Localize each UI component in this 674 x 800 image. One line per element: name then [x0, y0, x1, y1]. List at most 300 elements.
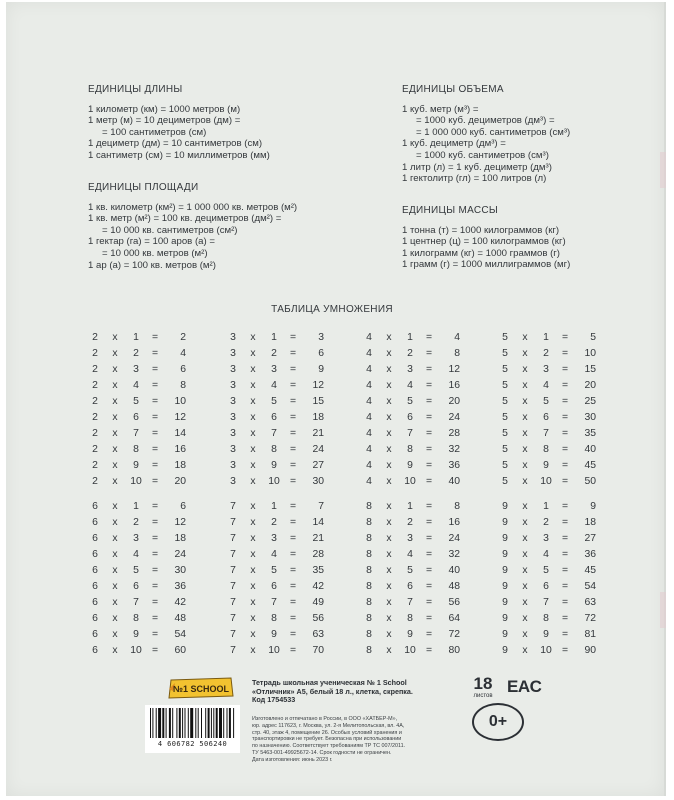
times-sign: x	[112, 501, 118, 512]
equals-sign: =	[151, 597, 159, 608]
times-sign: x	[112, 444, 118, 455]
product-value: 8	[180, 380, 186, 391]
times-sign: x	[522, 444, 528, 455]
multiplicand: 5	[502, 380, 508, 391]
unit-line: = 1000 куб. дециметров (дм³) =	[416, 115, 555, 127]
equals-sign: =	[561, 501, 569, 512]
unit-line: 1 кв. метр (м²) = 100 кв. дециметров (дм²) =	[88, 213, 282, 225]
product-value: 72	[584, 613, 596, 624]
multiplicand: 6	[92, 517, 98, 528]
equals-sign: =	[561, 517, 569, 528]
equals-sign: =	[425, 517, 433, 528]
multiplicand: 7	[230, 549, 236, 560]
times-sign: x	[386, 549, 392, 560]
equals-sign: =	[289, 332, 297, 343]
unit-line: = 10 000 кв. метров (м²)	[102, 247, 208, 259]
multiplier: 10	[268, 476, 280, 487]
multiplicand: 2	[92, 364, 98, 375]
product-value: 42	[312, 581, 324, 592]
equals-sign: =	[425, 428, 433, 439]
times-sign: x	[522, 364, 528, 375]
times-sign: x	[112, 533, 118, 544]
equals-sign: =	[425, 501, 433, 512]
times-sign: x	[386, 364, 392, 375]
brand-logo-text: №1 SCHOOL	[172, 684, 230, 694]
multiplier: 6	[543, 581, 549, 592]
multiplier: 8	[543, 444, 549, 455]
equals-sign: =	[151, 364, 159, 375]
multiplier: 5	[407, 396, 413, 407]
barcode-bar	[150, 708, 151, 738]
equals-sign: =	[151, 428, 159, 439]
product-value: 35	[584, 428, 596, 439]
product-value: 24	[174, 549, 186, 560]
product-value: 16	[174, 444, 186, 455]
times-sign: x	[522, 613, 528, 624]
multiplicand: 5	[502, 396, 508, 407]
equals-sign: =	[289, 348, 297, 359]
equals-sign: =	[289, 581, 297, 592]
multiplicand: 6	[92, 597, 98, 608]
product-value: 42	[174, 597, 186, 608]
sheets-count: 18	[473, 674, 493, 693]
product-value: 30	[312, 476, 324, 487]
barcode-bar	[158, 708, 161, 738]
times-sign: x	[112, 476, 118, 487]
product-value: 6	[180, 364, 186, 375]
multiplier: 1	[543, 332, 549, 343]
multiplicand: 5	[502, 428, 508, 439]
product-description-line: по назначению. Соответствует требованиям ТР ТС 007/2011.	[252, 743, 406, 750]
multiplicand: 3	[230, 476, 236, 487]
times-sign: x	[112, 597, 118, 608]
multiplicand: 8	[366, 613, 372, 624]
multiplier: 6	[133, 581, 139, 592]
multiplier: 7	[133, 428, 139, 439]
equals-sign: =	[561, 364, 569, 375]
equals-sign: =	[561, 380, 569, 391]
multiplier: 2	[133, 348, 139, 359]
unit-line: = 1 000 000 куб. сантиметров (см³)	[416, 126, 571, 138]
multiplicand: 2	[92, 396, 98, 407]
multiplicand: 7	[230, 565, 236, 576]
barcode-bar	[166, 708, 167, 738]
product-value: 4	[180, 348, 186, 359]
product-value: 40	[448, 565, 460, 576]
barcode	[145, 705, 240, 753]
product-value: 80	[448, 645, 460, 656]
multiplier: 10	[540, 476, 552, 487]
product-value: 81	[584, 629, 596, 640]
product-value: 36	[584, 549, 596, 560]
barcode-bar	[223, 708, 224, 738]
multiplier: 5	[271, 565, 277, 576]
unit-line: 1 дециметр (дм) = 10 сантиметров (см)	[88, 138, 263, 150]
product-value: 21	[312, 533, 324, 544]
times-sign: x	[112, 348, 118, 359]
staple-mark	[660, 152, 666, 188]
multiplier: 6	[407, 412, 413, 423]
product-value: 32	[448, 444, 460, 455]
product-value: 30	[174, 565, 186, 576]
equals-sign: =	[289, 460, 297, 471]
product-value: 21	[312, 428, 324, 439]
barcode-bar	[213, 708, 214, 738]
multiplicand: 5	[502, 412, 508, 423]
product-value: 24	[312, 444, 324, 455]
times-sign: x	[522, 549, 528, 560]
multiplier: 7	[271, 597, 277, 608]
times-sign: x	[386, 348, 392, 359]
multiplier: 4	[271, 380, 277, 391]
times-sign: x	[250, 348, 256, 359]
equals-sign: =	[561, 613, 569, 624]
times-sign: x	[386, 444, 392, 455]
times-sign: x	[522, 332, 528, 343]
multiplicand: 2	[92, 412, 98, 423]
product-value: 16	[448, 517, 460, 528]
equals-sign: =	[151, 476, 159, 487]
multiplier: 3	[407, 364, 413, 375]
multiplicand: 3	[230, 460, 236, 471]
equals-sign: =	[425, 364, 433, 375]
barcode-bar	[152, 708, 153, 738]
unit-line: 1 центнер (ц) = 100 килограммов (кг)	[402, 236, 566, 248]
equals-sign: =	[151, 517, 159, 528]
barcode-bar	[198, 708, 199, 738]
times-sign: x	[522, 348, 528, 359]
barcode-bar	[211, 708, 212, 738]
unit-line: 1 километр (км) = 1000 метров (м)	[88, 103, 241, 115]
product-description-line: ТУ 5463-001-49925672-14. Срок годности не ограничен.	[252, 749, 392, 756]
multiplicand: 3	[230, 396, 236, 407]
multiplier: 7	[407, 597, 413, 608]
equals-sign: =	[289, 645, 297, 656]
product-title	[252, 679, 472, 705]
multiplier: 4	[543, 380, 549, 391]
multiplier: 6	[543, 412, 549, 423]
times-sign: x	[522, 533, 528, 544]
multiplier: 5	[407, 565, 413, 576]
equals-sign: =	[425, 332, 433, 343]
equals-sign: =	[561, 565, 569, 576]
multiplicand: 6	[92, 533, 98, 544]
multiplier: 5	[133, 396, 139, 407]
product-value: 36	[174, 581, 186, 592]
times-sign: x	[386, 533, 392, 544]
multiplicand: 2	[92, 444, 98, 455]
equals-sign: =	[151, 565, 159, 576]
barcode-bar	[190, 708, 193, 738]
equals-sign: =	[289, 613, 297, 624]
section-title: ЕДИНИЦЫ ОБЪЕМА	[402, 84, 504, 95]
multiplicand: 8	[366, 533, 372, 544]
multiplicand: 9	[502, 613, 508, 624]
multiplicand: 7	[230, 645, 236, 656]
multiplier: 7	[543, 428, 549, 439]
unit-line: 1 килограмм (кг) = 1000 граммов (г)	[402, 247, 561, 259]
unit-line: 1 литр (л) = 1 куб. дециметр (дм³)	[402, 161, 552, 173]
times-sign: x	[250, 517, 256, 528]
product-value: 18	[584, 517, 596, 528]
multiplicand: 9	[502, 517, 508, 528]
times-sign: x	[250, 444, 256, 455]
equals-sign: =	[151, 396, 159, 407]
equals-sign: =	[151, 645, 159, 656]
times-sign: x	[522, 476, 528, 487]
unit-line: 1 куб. метр (м³) =	[402, 103, 479, 115]
times-sign: x	[112, 629, 118, 640]
multiplicand: 7	[230, 517, 236, 528]
barcode-bar	[185, 708, 186, 738]
multiplier: 1	[407, 332, 413, 343]
multiplier: 1	[133, 332, 139, 343]
product-value: 28	[312, 549, 324, 560]
section-title: ЕДИНИЦЫ МАССЫ	[402, 205, 499, 216]
multiplicand: 2	[92, 428, 98, 439]
barcode-bar	[195, 708, 196, 738]
multiplicand: 3	[230, 428, 236, 439]
equals-sign: =	[425, 565, 433, 576]
times-sign: x	[386, 565, 392, 576]
product-description-line: стр. 40, этаж 4, помещение 26. Особых условий хранения и	[252, 729, 402, 736]
equals-sign: =	[425, 444, 433, 455]
barcode-bar	[188, 708, 189, 738]
multiplier: 8	[133, 444, 139, 455]
length-units-section	[88, 84, 270, 162]
product-value: 60	[174, 645, 186, 656]
multiplier: 7	[543, 597, 549, 608]
multiplicand: 6	[92, 581, 98, 592]
unit-line: 1 сантиметр (см) = 10 миллиметров (мм)	[88, 149, 270, 161]
times-sign: x	[522, 428, 528, 439]
product-value: 8	[454, 501, 460, 512]
multiplier: 2	[407, 348, 413, 359]
product-value: 45	[584, 460, 596, 471]
product-value: 50	[584, 476, 596, 487]
product-value: 40	[584, 444, 596, 455]
equals-sign: =	[289, 444, 297, 455]
times-sign: x	[112, 428, 118, 439]
product-value: 28	[448, 428, 460, 439]
equals-sign: =	[289, 428, 297, 439]
multiplicand: 4	[366, 332, 372, 343]
times-sign: x	[522, 501, 528, 512]
equals-sign: =	[425, 533, 433, 544]
multiplier: 10	[130, 645, 142, 656]
times-sign: x	[250, 581, 256, 592]
multiplier: 5	[543, 396, 549, 407]
equals-sign: =	[425, 613, 433, 624]
times-sign: x	[112, 412, 118, 423]
equals-sign: =	[425, 597, 433, 608]
product-description-line: юр. адрес 117623, г. Москва, ул. 2-я Мелитопольская, вл. 4А,	[252, 722, 405, 729]
multiplicand: 4	[366, 444, 372, 455]
product-value: 72	[448, 629, 460, 640]
unit-line: 1 кв. километр (км²) = 1 000 000 кв. метров (м²)	[88, 201, 298, 213]
multiplicand: 8	[366, 565, 372, 576]
product-value: 48	[448, 581, 460, 592]
equals-sign: =	[151, 332, 159, 343]
multiplication-table-title: ТАБЛИЦА УМНОЖЕНИЯ	[271, 304, 393, 315]
multiplicand: 8	[366, 597, 372, 608]
multiplicand: 9	[502, 533, 508, 544]
equals-sign: =	[561, 645, 569, 656]
times-sign: x	[112, 380, 118, 391]
equals-sign: =	[425, 476, 433, 487]
multiplier: 3	[543, 533, 549, 544]
barcode-bar	[176, 708, 177, 738]
multiplier: 4	[407, 380, 413, 391]
equals-sign: =	[425, 348, 433, 359]
product-value: 5	[590, 332, 596, 343]
multiplier: 10	[268, 645, 280, 656]
equals-sign: =	[561, 549, 569, 560]
times-sign: x	[250, 460, 256, 471]
times-sign: x	[386, 380, 392, 391]
multiplicand: 9	[502, 597, 508, 608]
times-sign: x	[250, 412, 256, 423]
multiplicand: 7	[230, 597, 236, 608]
multiplier: 9	[133, 460, 139, 471]
multiplier: 10	[130, 476, 142, 487]
equals-sign: =	[289, 517, 297, 528]
times-sign: x	[250, 549, 256, 560]
multiplicand: 5	[502, 364, 508, 375]
multiplicand: 9	[502, 501, 508, 512]
equals-sign: =	[151, 348, 159, 359]
equals-sign: =	[425, 629, 433, 640]
multiplier: 3	[271, 364, 277, 375]
multiplicand: 8	[366, 581, 372, 592]
unit-line: 1 тонна (т) = 1000 килограммов (кг)	[402, 224, 560, 236]
multiplicand: 2	[92, 460, 98, 471]
times-sign: x	[250, 533, 256, 544]
barcode-bar	[216, 708, 218, 738]
barcode-bar	[162, 708, 164, 738]
equals-sign: =	[561, 412, 569, 423]
multiplier: 8	[271, 613, 277, 624]
barcode-bar	[219, 708, 222, 738]
product-value: 90	[584, 645, 596, 656]
barcode-bar	[182, 708, 183, 738]
times-sign: x	[386, 597, 392, 608]
multiplier: 2	[543, 348, 549, 359]
multiplier: 3	[133, 364, 139, 375]
times-sign: x	[112, 565, 118, 576]
multiplicand: 9	[502, 629, 508, 640]
product-value: 12	[312, 380, 324, 391]
mass-units-section	[402, 205, 570, 271]
product-value: 56	[448, 597, 460, 608]
times-sign: x	[250, 332, 256, 343]
unit-line: 1 грамм (г) = 1000 миллиграммов (мг)	[402, 259, 571, 271]
product-value: 36	[448, 460, 460, 471]
times-sign: x	[522, 565, 528, 576]
age-rating-badge: 0+	[472, 703, 524, 741]
multiplicand: 3	[230, 444, 236, 455]
times-sign: x	[250, 565, 256, 576]
product-value: 9	[318, 364, 324, 375]
equals-sign: =	[561, 444, 569, 455]
equals-sign: =	[151, 380, 159, 391]
times-sign: x	[112, 549, 118, 560]
sheets-count-badge	[465, 675, 501, 700]
unit-line: 1 куб. дециметр (дм³) =	[402, 138, 506, 150]
multiplier: 1	[133, 501, 139, 512]
times-sign: x	[112, 364, 118, 375]
equals-sign: =	[289, 501, 297, 512]
equals-sign: =	[561, 533, 569, 544]
times-sign: x	[522, 396, 528, 407]
multiplier: 4	[271, 549, 277, 560]
product-description-line: Дата изготовления: июнь 2023 г.	[252, 756, 333, 763]
product-value: 7	[318, 501, 324, 512]
product-value: 15	[312, 396, 324, 407]
barcode-bar	[172, 708, 173, 738]
product-value: 49	[312, 597, 324, 608]
times-sign: x	[250, 501, 256, 512]
unit-line: 1 гектолитр (гл) = 100 литров (л)	[402, 173, 547, 185]
barcode-bar	[229, 708, 231, 738]
equals-sign: =	[561, 428, 569, 439]
multiplicand: 2	[92, 332, 98, 343]
section-title: ЕДИНИЦЫ ПЛОЩАДИ	[88, 182, 199, 193]
product-value: 10	[584, 348, 596, 359]
times-sign: x	[250, 364, 256, 375]
equals-sign: =	[425, 380, 433, 391]
multiplier: 9	[407, 460, 413, 471]
multiplicand: 4	[366, 396, 372, 407]
equals-sign: =	[425, 396, 433, 407]
times-sign: x	[386, 476, 392, 487]
times-sign: x	[250, 597, 256, 608]
product-value: 45	[584, 565, 596, 576]
product-description	[252, 716, 474, 764]
multiplicand: 5	[502, 348, 508, 359]
area-units-section	[88, 182, 297, 271]
equals-sign: =	[561, 348, 569, 359]
multiplier: 2	[271, 348, 277, 359]
multiplicand: 4	[366, 428, 372, 439]
product-value: 32	[448, 549, 460, 560]
multiplicand: 6	[92, 645, 98, 656]
multiplier: 4	[543, 549, 549, 560]
multiplicand: 6	[92, 549, 98, 560]
times-sign: x	[522, 517, 528, 528]
equals-sign: =	[561, 597, 569, 608]
equals-sign: =	[289, 380, 297, 391]
product-value: 20	[448, 396, 460, 407]
multiplicand: 8	[366, 517, 372, 528]
multiplicand: 4	[366, 364, 372, 375]
equals-sign: =	[425, 460, 433, 471]
multiplicand: 4	[366, 348, 372, 359]
multiplier: 1	[271, 501, 277, 512]
times-sign: x	[386, 412, 392, 423]
times-sign: x	[112, 645, 118, 656]
times-sign: x	[386, 501, 392, 512]
product-value: 4	[454, 332, 460, 343]
barcode-bar	[233, 708, 234, 738]
times-sign: x	[386, 460, 392, 471]
multiplier: 3	[133, 533, 139, 544]
section-title: ЕДИНИЦЫ ДЛИНЫ	[88, 84, 183, 95]
equals-sign: =	[561, 396, 569, 407]
multiplier: 2	[271, 517, 277, 528]
unit-line: 1 ар (а) = 100 кв. метров (м²)	[88, 259, 216, 271]
unit-line: 1 метр (м) = 10 дециметров (дм) =	[88, 115, 241, 127]
